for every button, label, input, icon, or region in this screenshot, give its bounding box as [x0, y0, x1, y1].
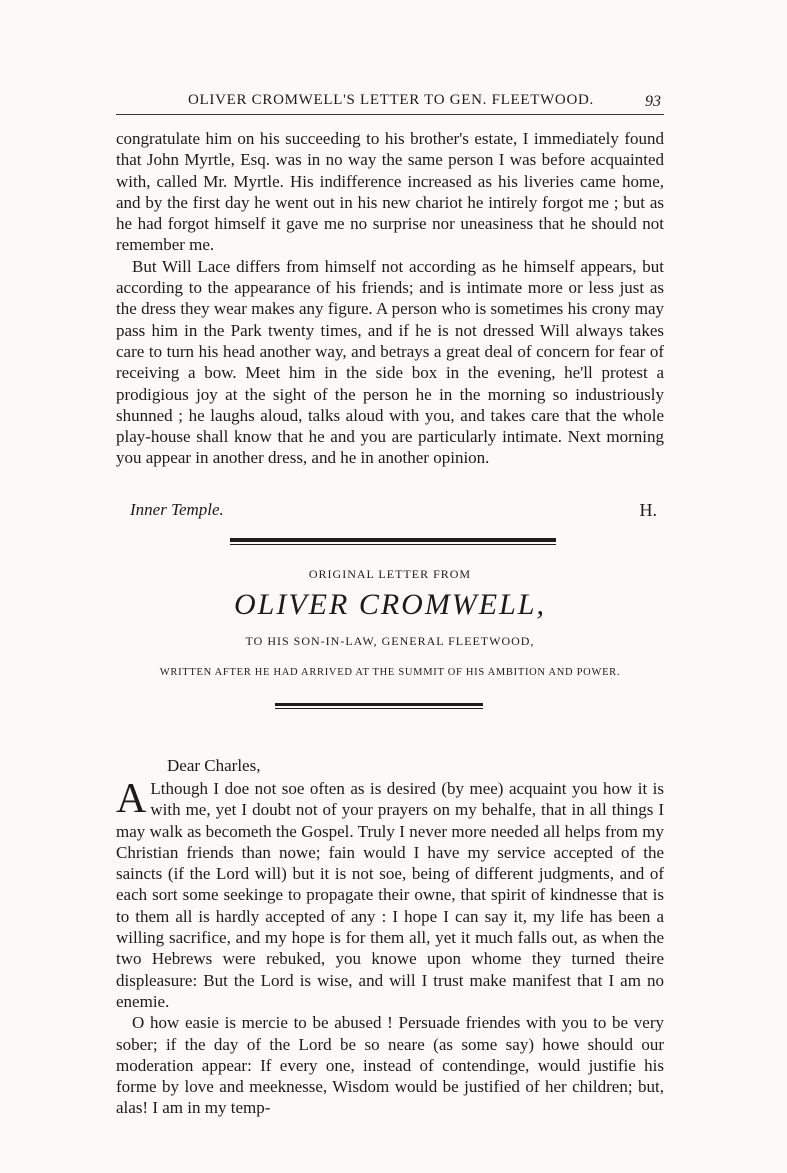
essay-paragraph-2: But Will Lace differs from himself not according as he himself appears, but according to the appearance of his friends; and is intimate more or less just as the dress they wear makes any figure. A person who is sometimes his crony may pass him in the Park twenty times, and if he is not dressed Will always takes care to turn his head another way, and betrays a great deal of concern for fear of receiving a bow. Meet him in the side box in the evening, he'll protest a prodigious joy at the sight of the person he in the morning so industriously shunned ; he laughs aloud, talks aloud with you, and takes care that the whole play-house shall know that he and you are particularly intimate. Next morning you appear in another dress, and he in another opinion.	[116, 256, 664, 468]
letter-heading-name: OLIVER CROMWELL,	[234, 588, 546, 621]
signoff-place: Inner Temple.	[130, 500, 224, 519]
letter-paragraph-1: Lthough I doe not soe often as is desired (by mee) acquaint you how it is with me, yet I doubt not of your prayers on my behalfe, that in all things I may walk as becometh the Gospel. Truly I never more needed all helps from my Christian friends than nowe; fain would I have my service accepted of the saincts (if the Lord will) but it is not soe, being of different judgments, and of each sort some seekinge to propagate their owne, that spirit of kindnesse that is to them all is hardly accepted of any : I hope I can say it, my life has been a willing sacrifice, and my hope is for them all, yet it much falls out, as when the two Hebrews were rebuked, you knowe upon whome they turned theire displeasure: But the Lord is wise, and will I trust make manifest that I am no enemie.	[116, 779, 664, 1011]
signoff-initial: H.	[639, 500, 657, 520]
section-divider-bottom	[275, 703, 483, 709]
running-head: OLIVER CROMWELL'S LETTER TO GEN. FLEETWOOD.	[188, 92, 594, 108]
letter-salutation: Dear Charles,	[167, 756, 261, 775]
drop-cap: A	[116, 776, 147, 822]
letter-body	[116, 778, 664, 1119]
letter-heading-written: WRITTEN AFTER HE HAD ARRIVED AT THE SUMMIT OF HIS AMBITION AND POWER.	[159, 667, 621, 678]
header-rule	[116, 114, 664, 115]
page-number: 93	[645, 93, 661, 110]
letter-paragraph-2: O how easie is mercie to be abused ! Persuade friendes with you to be very sober; if the day of the Lord be so neare (as some say) howe should our moderation appear: If every one, instead of contendinge, would justifie his forme by love and meeknesse, Wisdom would be justified of her children; but, alas! I am in my temp-	[116, 1013, 664, 1118]
section-divider-top	[230, 538, 556, 545]
essay-paragraph-1: congratulate him on his succeeding to his brother's estate, I immediately found that John Myrtle, Esq. was in no way the same person I was before acquainted with, called Mr. Myrtle. His indifference increased as his liveries came home, and by the first day he went out in his new chariot he intirely forgot me ; but as he had forgot himself it gave me no surprise nor uneasiness that he should not remember me.	[116, 129, 664, 255]
essay-text	[116, 128, 664, 469]
signoff	[130, 500, 657, 520]
letter-heading-original: ORIGINAL LETTER FROM	[308, 567, 472, 581]
letter-heading-recipient: TO HIS SON-IN-LAW, GENERAL FLEETWOOD,	[245, 634, 535, 648]
